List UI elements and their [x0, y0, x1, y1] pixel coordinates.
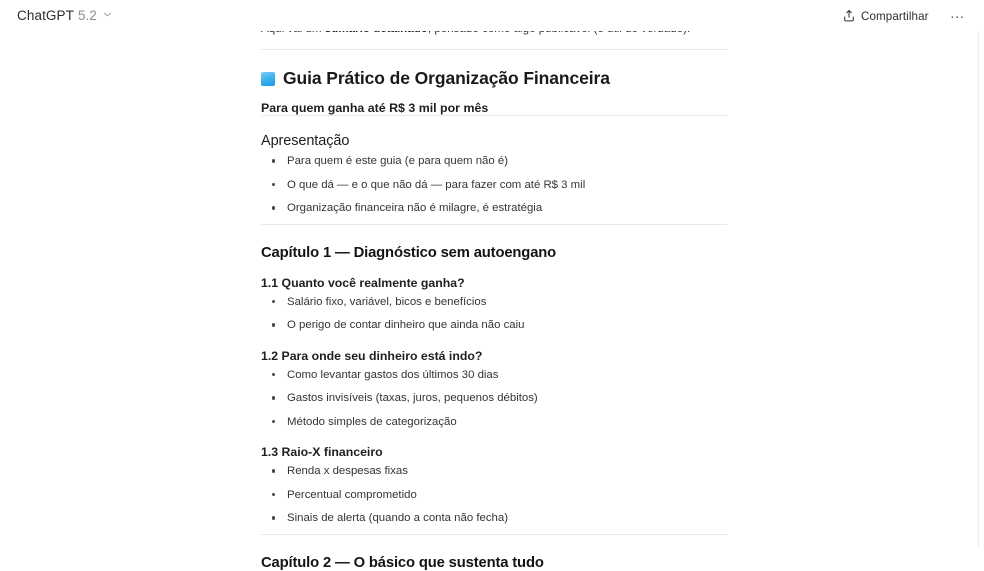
subsection-heading: 1.3 Raio-X financeiro — [261, 445, 383, 460]
list-item: Como levantar gastos dos últimos 30 dias — [261, 367, 727, 384]
list-item: Percentual comprometido — [261, 487, 727, 504]
chevron-down-icon — [103, 10, 112, 19]
divider — [261, 534, 727, 535]
list-item: O perigo de contar dinheiro que ainda não caiu — [261, 317, 727, 334]
top-bar-actions — [837, 6, 970, 26]
chapter-heading: Capítulo 2 — O básico que sustenta tudo — [261, 555, 544, 571]
subsection-heading: 1.1 Quanto você realmente ganha? — [261, 275, 465, 290]
subsection-1-3 — [261, 445, 727, 527]
divider — [261, 224, 727, 225]
list-item: Salário fixo, variável, bicos e benefícios — [261, 294, 727, 311]
list-item: Renda x despesas fixas — [261, 463, 727, 480]
section-apresentacao — [261, 133, 727, 217]
bullet-list — [261, 294, 727, 334]
subsection-1-1 — [261, 276, 727, 334]
section-capitulo-1 — [261, 245, 727, 527]
chapter-heading: Capítulo 1 — Diagnóstico sem autoengano — [261, 244, 557, 261]
document-title-text: Guia Prático de Organização Financeira — [283, 68, 610, 89]
bullet-list — [261, 463, 727, 527]
bullet-list — [261, 153, 727, 217]
list-item: Para quem é este guia (e para quem não é) — [261, 153, 727, 170]
more-options-icon: … — [949, 5, 966, 22]
list-item: Gastos invisíveis (taxas, juros, pequenos débitos) — [261, 390, 727, 407]
share-button[interactable] — [837, 6, 934, 26]
section-capitulo-2 — [261, 555, 727, 571]
document-subtitle: Para quem ganha até R$ 3 mil por mês — [261, 101, 489, 116]
message-content — [261, 0, 727, 571]
list-item: O que dá — e o que não dá — para fazer com até R$ 3 mil — [261, 177, 727, 194]
list-item: Método simples de categorização — [261, 414, 727, 431]
subsection-heading: 1.2 Para onde seu dinheiro está indo? — [261, 348, 483, 363]
share-button-label: Compartilhar — [861, 9, 929, 23]
divider — [261, 49, 727, 50]
subsection-1-2 — [261, 349, 727, 431]
brand-name: ChatGPT — [17, 8, 74, 23]
list-item: Sinais de alerta (quando a conta não fecha) — [261, 510, 727, 527]
model-switcher-button[interactable] — [17, 8, 112, 23]
more-options-button[interactable] — [946, 6, 970, 26]
scrollbar-track[interactable] — [978, 0, 979, 547]
bullet-list — [261, 367, 727, 431]
blue-square-icon — [261, 72, 275, 86]
share-upload-icon — [842, 9, 856, 23]
list-item: Organização financeira não é milagre, é estratégia — [261, 200, 727, 217]
divider — [261, 115, 727, 116]
document-title — [261, 68, 727, 89]
section-heading: Apresentação — [261, 133, 350, 150]
top-bar — [0, 0, 984, 31]
model-version-label: 5.2 — [77, 8, 97, 23]
